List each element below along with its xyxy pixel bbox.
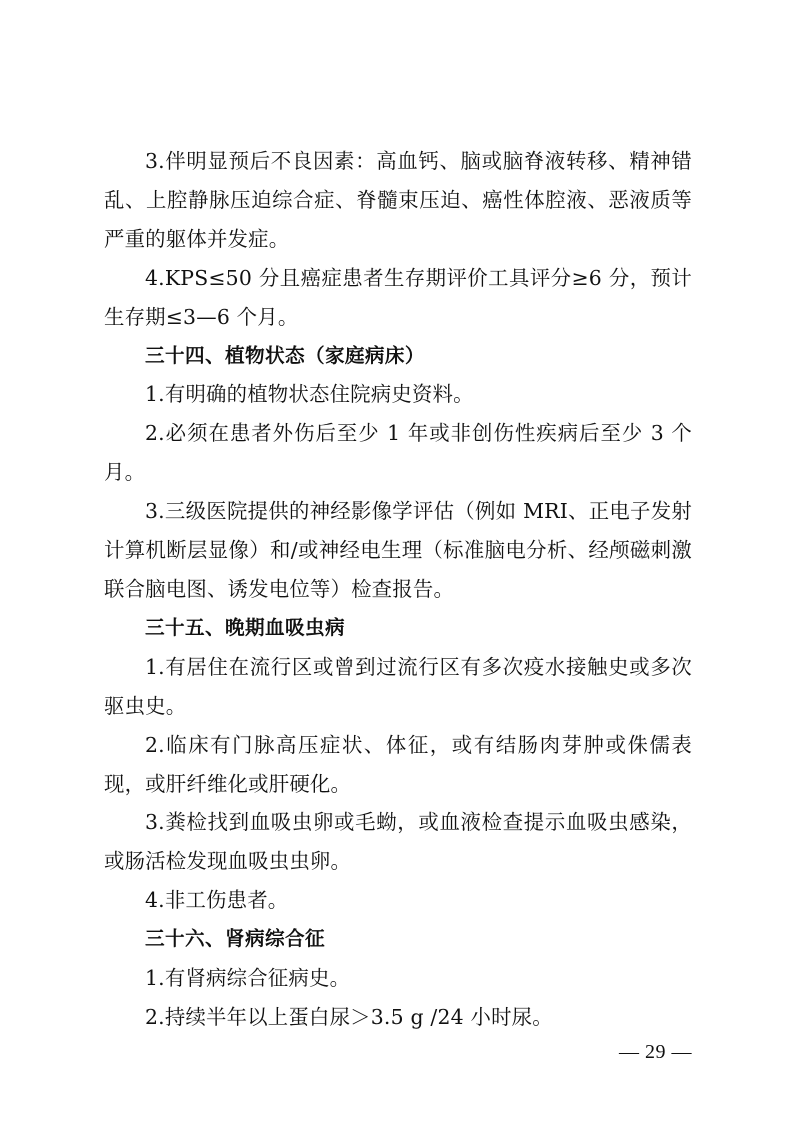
para-vegetative-neuro-report: 3.三级医院提供的神经影像学评估（例如 MRI、正电子发射计算机断层显像）和/或神经电生理（标准脑电分析、经颅磁刺激联合脑电图、诱发电位等）检查报告。 (104, 499, 692, 601)
document-body (104, 142, 692, 1037)
para-schisto-symptoms: 2.临床有门脉高压症状、体征，或有结肠肉芽肿或侏儒表现，或肝纤维化或肝硬化。 (104, 732, 692, 796)
para-nephrotic-history: 1.有肾病综合征病史。 (145, 966, 351, 991)
para-schisto-exposure: 1.有居住在流行区或曾到过流行区有多次疫水接触史或多次驱虫史。 (104, 654, 692, 718)
para-kps-score: 4.KPS≤50 分且癌症患者生存期评价工具评分≥6 分，预计生存期≤3—6 个月。 (104, 265, 692, 329)
heading-section-35: 三十五、晚期血吸虫病 (145, 615, 345, 639)
heading-section-34: 三十四、植物状态（家庭病床） (145, 343, 425, 367)
para-schisto-tests: 3.粪检找到血吸虫卵或毛蚴，或血液检查提示血吸虫感染，或肠活检发现血吸虫虫卵。 (104, 810, 692, 874)
page-number: — 29 — (619, 1041, 692, 1063)
para-vegetative-history: 1.有明确的植物状态住院病史资料。 (145, 382, 474, 407)
para-schisto-non-work-injury: 4.非工伤患者。 (145, 888, 289, 913)
para-poor-prognosis-factors: 3.伴明显预后不良因素：高血钙、脑或脑脊液转移、精神错乱、上腔静脉压迫综合症、脊髓束压迫、癌性体腔液、恶液质等严重的躯体并发症。 (104, 149, 692, 251)
para-vegetative-duration: 2.必须在患者外伤后至少 1 年或非创伤性疾病后至少 3 个月。 (104, 421, 692, 485)
para-nephrotic-proteinuria: 2.持续半年以上蛋白尿＞3.5 g /24 小时尿。 (145, 1004, 553, 1029)
heading-section-36: 三十六、肾病综合征 (145, 927, 325, 951)
